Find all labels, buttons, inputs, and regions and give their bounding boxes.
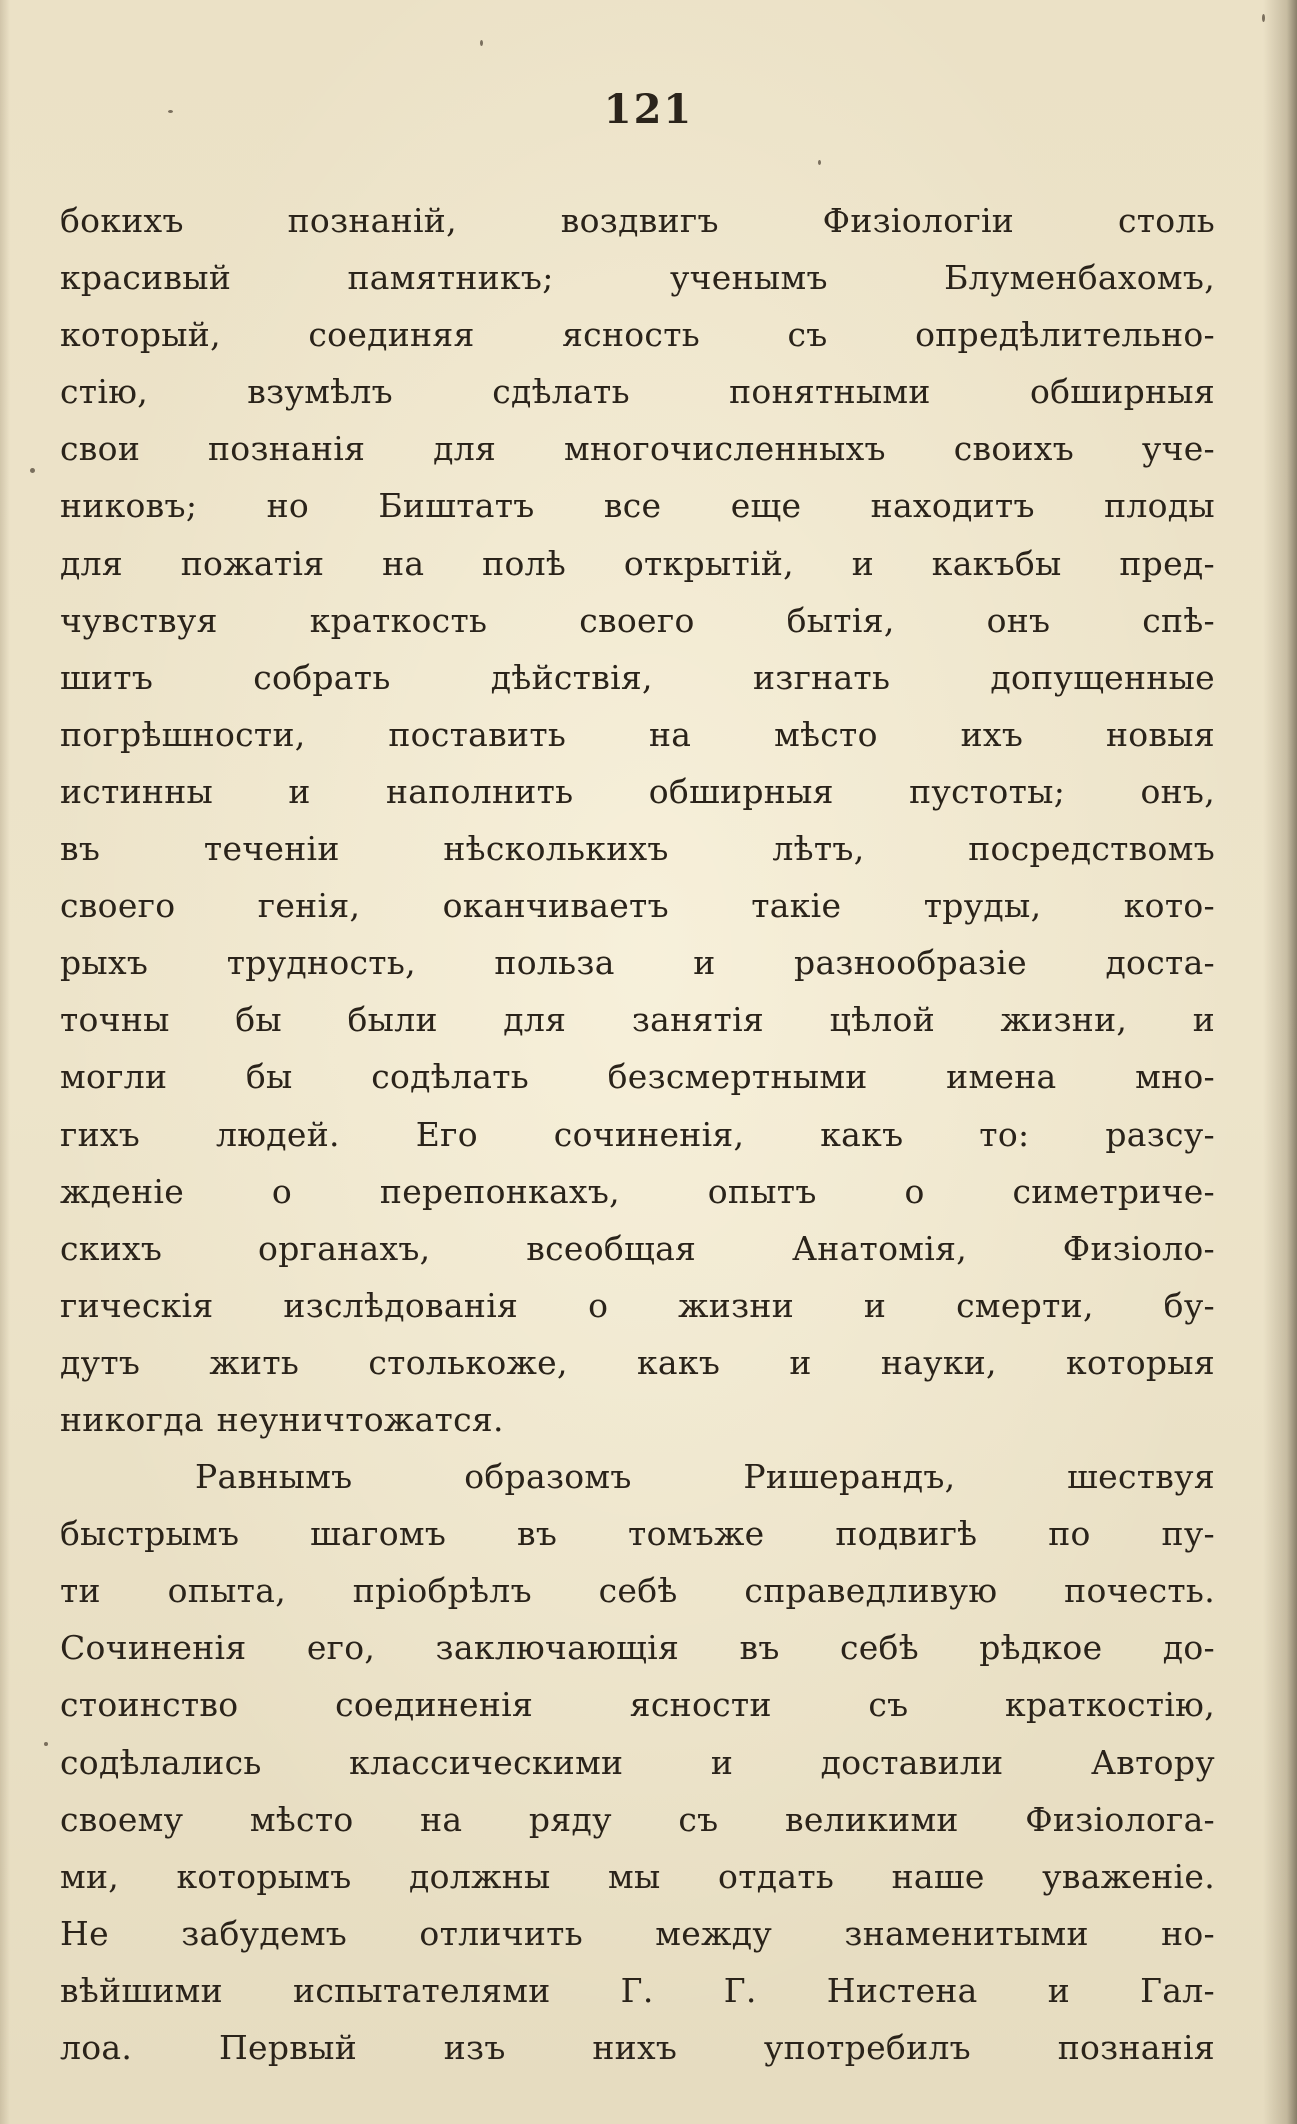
text-line: лоа. Первый изъ нихъ употребилъ познанія	[60, 2028, 1215, 2067]
paper-speck	[44, 1742, 48, 1746]
text-line: точны бы были для занятія цѣлой жизни, и	[60, 1000, 1215, 1040]
text-line: рыхъ трудность, польза и разнообразіе доста-	[60, 943, 1215, 983]
text-line: гихъ людей. Его сочиненія, какъ то: разсу-	[60, 1114, 1215, 1154]
text-line: чувствуя краткость своего бытія, онъ спѣ-	[60, 600, 1215, 640]
text-line: скихъ органахъ, всеобщая Анатомія, Физіоло-	[60, 1228, 1215, 1268]
text-line: истинны и наполнить обширныя пустоты; онъ,	[60, 771, 1215, 811]
text-line: быстрымъ шагомъ въ томъже подвигѣ по пу-	[60, 1514, 1215, 1554]
text-line: который, соединяя ясность съ опредѣлительно-	[60, 315, 1215, 355]
text-line: для пожатія на полѣ открытій, и какъбы пред-	[60, 543, 1215, 583]
text-line: жденіе о перепонкахъ, опытъ о симетриче-	[60, 1171, 1215, 1211]
paragraph-end-line: никогда неуничтожатся.	[60, 1399, 504, 1439]
paper-speck	[1262, 14, 1265, 22]
text-line: Не забудемъ отличить между знаменитыми но-	[60, 1913, 1215, 1953]
text-line: шитъ собрать дѣйствія, изгнать допущенные	[60, 657, 1215, 697]
text-line: въ теченіи нѣсколькихъ лѣтъ, посредствомъ	[60, 829, 1215, 869]
text-line: никовъ; но Биштатъ все еще находитъ плоды	[60, 486, 1215, 526]
paragraph-start-line: Равнымъ образомъ Ришерандъ, шествуя	[195, 1457, 1215, 1497]
text-line: содѣлались классическими и доставили Автору	[60, 1742, 1215, 1782]
text-line: вѣйшими испытателями Г. Г. Нистена и Гал-	[60, 1970, 1215, 2010]
text-line: своему мѣсто на ряду съ великими Физіолога-	[60, 1799, 1215, 1839]
text-line: бокихъ познаній, воздвигъ Физіологіи столь	[60, 201, 1215, 240]
text-line: своего генія, оканчиваетъ такіе труды, кото-	[60, 886, 1215, 926]
text-line: погрѣшности, поставить на мѣсто ихъ новыя	[60, 714, 1215, 754]
page-number: 121	[603, 86, 694, 133]
body-text	[60, 192, 1215, 2076]
text-line: дутъ жить столькоже, какъ и науки, которыя	[60, 1342, 1215, 1382]
page-left-edge	[0, 0, 10, 2124]
paper-speck	[30, 468, 35, 473]
paper-speck	[168, 110, 173, 113]
text-line: стоинство соединенія ясности съ краткостію,	[60, 1685, 1215, 1725]
text-line: стію, взумѣлъ сдѣлать понятными обширныя	[60, 372, 1215, 412]
paper-speck	[818, 160, 821, 165]
text-line: Сочиненія его, заключающія въ себѣ рѣдкое до-	[60, 1628, 1215, 1668]
text-line: ти опыта, пріобрѣлъ себѣ справедливую почесть.	[60, 1571, 1215, 1611]
text-line: свои познанія для многочисленныхъ своихъ уче-	[60, 429, 1215, 469]
text-line: ми, которымъ должны мы отдать наше уваженіе.	[60, 1856, 1215, 1896]
text-line: красивый памятникъ; ученымъ Блуменбахомъ,	[60, 258, 1215, 298]
paper-speck	[480, 40, 483, 46]
page-right-edge	[1263, 0, 1297, 2124]
text-line: могли бы содѣлать безсмертными имена мно-	[60, 1057, 1215, 1097]
text-line: гическія изслѣдованія о жизни и смерти, бу-	[60, 1285, 1215, 1325]
